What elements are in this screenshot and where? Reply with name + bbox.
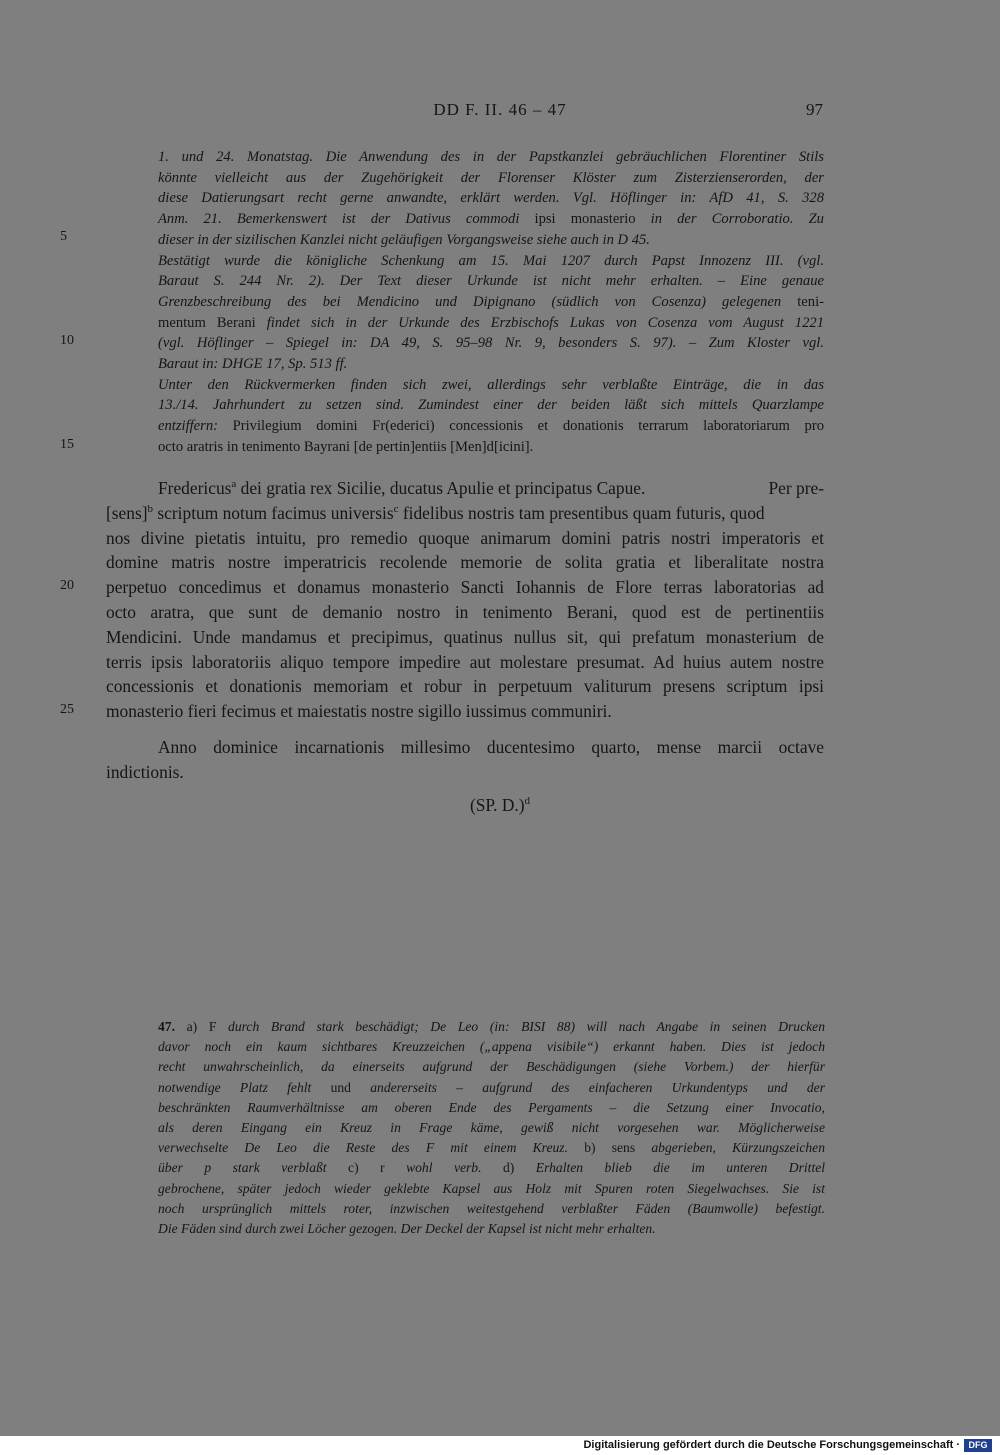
- text-line: Baraut S. 244 Nr. 2). Der Text dieser Urkunde ist nicht mehr erhalten. – Eine genaue: [158, 273, 824, 290]
- text-line: als deren Eingang ein Kreuz in Frage käme, gewiß nicht vorgesehen war. Möglicherweise: [158, 1120, 825, 1136]
- text-line: verwechselte De Leo die Reste des F mit einem Kreuz. b) sens abgerieben, Kürzungszeichen: [158, 1140, 826, 1156]
- dfg-logo-icon: DFG: [964, 1439, 992, 1452]
- text-line: recht unwahrscheinlich, da einerseits aufgrund der Beschädigungen (siehe Vorbem.) der hierfür: [158, 1059, 825, 1075]
- text-line: (vgl. Höflinger – Spiegel in: DA 49, S. 95–98 Nr. 9, besonders S. 97). – Zum Kloster vgl.: [158, 335, 824, 352]
- text-line: diese Datierungsart recht gerne anwandte, erklärt werden. Vgl. Höflinger in: AfD 41, S. 328: [158, 190, 824, 207]
- text-line: perpetuo concedimus et donamus monasterio Sancti Iohannis de Flore terras laboratorias ad: [106, 577, 824, 598]
- text-line: 1. und 24. Monatstag. Die Anwendung des in der Papstkanzlei gebräuchlichen Florentiner Stils: [158, 149, 824, 165]
- text-line: notwendige Platz fehlt und andererseits – aufgrund des einfacheren Urkundentyps und der: [158, 1079, 825, 1095]
- text-line: Grenzbeschreibung des bei Mendicino und Dipignano (südlich von Cosenza) gelegenen teni-: [158, 293, 824, 310]
- text-line: Baraut in: DHGE 17, Sp. 513 ff.: [158, 356, 348, 373]
- text-line: Die Fäden sind durch zwei Löcher gezogen. Der Deckel der Kapsel ist nicht mehr erhalten.: [158, 1221, 656, 1237]
- text-line: Unter den Rückvermerken finden sich zwei, allerdings sehr verblaßte Einträge, die in das: [158, 376, 824, 393]
- text-line: 47. a) F durch Brand stark beschädigt; De Leo (in: BISI 88) will nach Angabe in seinen Drucken: [158, 1019, 825, 1034]
- text-line: gebrochene, später jedoch wieder geklebte Kapsel aus Holz mit Spuren roten Siegelwachses. Sie ist: [158, 1180, 825, 1196]
- line-number: 5: [60, 229, 67, 244]
- charter-text: [106, 476, 824, 724]
- seal-mark: (SP. D.)$^d$: [469, 795, 531, 815]
- text-line: dieser in der sizilischen Kanzlei nicht geläufigen Vorgangsweise siehe auch in D 45.: [158, 231, 650, 248]
- remarks-paragraph-dating: [158, 147, 824, 251]
- critical-apparatus: [158, 1017, 825, 1239]
- text-line: monasterio fieri fecimus et maiestatis nostre sigillo iussimus communiri.: [106, 701, 612, 722]
- line-number: 15: [60, 437, 74, 452]
- preliminary-remarks: [158, 147, 824, 458]
- text-line: könnte vielleicht aus der Zugehörigkeit der Florenser Klöster zum Zisterzienserorden, der: [158, 169, 824, 186]
- page-number: 97: [806, 100, 823, 119]
- text-line: concessionis et donationis memoriam et robur in perpetuum valiturum presens scriptum ipsi: [106, 676, 824, 697]
- line-number: 25: [60, 702, 74, 717]
- text-line: mentum Berani findet sich in der Urkunde des Erzbischofs Lukas von Cosenza vom August 1221: [158, 314, 824, 331]
- line-number: 10: [60, 333, 74, 348]
- dating-clause: [106, 735, 824, 785]
- text-line: nos divine pietatis intuitu, pro remedio quoque animarum domini patris nostri imperatoris et: [106, 527, 824, 548]
- funding-banner: [0, 1436, 1000, 1455]
- text-line: über p stark verblaßt c) r wohl verb. d) Erhalten blieb die im unteren Drittel: [158, 1160, 826, 1176]
- remarks-paragraph-confirmation: [158, 251, 824, 375]
- text-line: Anm. 21. Bemerkenswert ist der Dativus commodi ipsi monasterio in der Corroboratio. Zu: [158, 211, 824, 228]
- text-line: octo aratris in tenimento Bayrani [de pertin]entiis [Men]d[icini].: [158, 438, 534, 455]
- text-line: Anno dominice incarnationis millesimo ducentesimo quarto, mense marcii octave: [158, 737, 824, 757]
- text-line: terris ipsis laboratoriis aliquo tempore impedire aut molestare presumat. Ad huius autem nostre: [106, 651, 824, 672]
- text-line: entziffern: Privilegium domini Fr(ederici) concessionis et donationis terrarum laboratoriarum pro: [158, 418, 824, 435]
- text-line: domine matris nostre imperatricis recolende memorie de solita gratia et liberalitate nostra: [106, 552, 824, 573]
- text-line: davor noch ein kaum sichtbares Kreuzzeichen („appena visibile“) erkannt haben. Dies ist jedoch: [158, 1039, 825, 1055]
- text-line: beschränkten Raumverhältnisse am oberen Ende des Pergaments – die Setzung einer Invocatio,: [158, 1099, 825, 1115]
- text-line: 13./14. Jahrhundert zu setzen sind. Zumindest einer der beiden läßt sich mittels Quarzlampe: [158, 397, 824, 414]
- text-line: Bestätigt wurde die königliche Schenkung am 15. Mai 1207 durch Papst Innozenz III. (vgl.: [158, 252, 824, 269]
- funding-text: Digitalisierung gefördert durch die Deutsche Forschungsgemeinschaft ·: [583, 1439, 960, 1451]
- running-header-title: DD F. II. 46 – 47: [433, 100, 567, 119]
- text-line: [sens]$^b$ scriptum notum facimus universis$^c$ fidelibus nostris tam presentibus quam futuris, quod: [106, 502, 765, 523]
- text-line: octo aratra, que sunt de demanio nostro in tenimento Berani, quod est de pertinentiis: [106, 601, 824, 622]
- text-line: Mendicini. Unde mandamus et precipimus, quatinus nullus sit, qui prefatum monasterium de: [106, 626, 824, 647]
- text-line: noch ursprünglich mittels roter, inzwischen weitestgehend verblaßter Fäden (Baumwolle) befestigt.: [158, 1200, 825, 1216]
- remarks-paragraph-dorsal-notes: [158, 375, 824, 458]
- text-line: indictionis.: [106, 761, 184, 782]
- line-number: 20: [60, 578, 74, 593]
- text-line: Fredericus$^a$ dei gratia rex Sicilie, ducatus Apulie et principatus Capue. Per pre-: [158, 478, 824, 498]
